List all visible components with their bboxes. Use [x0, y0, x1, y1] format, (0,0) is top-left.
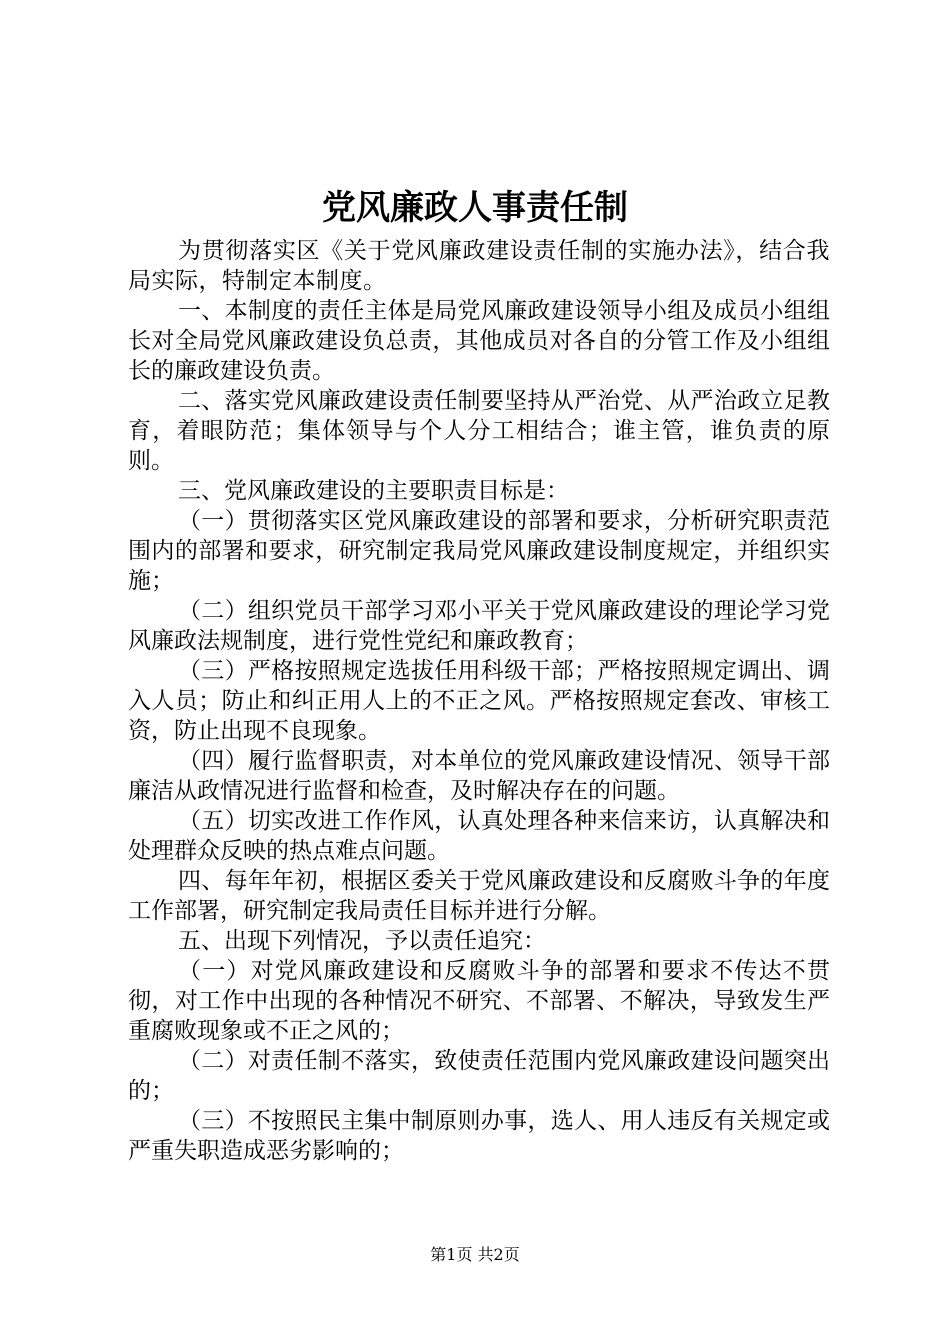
paragraph-5-1: （一）对党风廉政建设和反腐败斗争的部署和要求不传达不贯彻，对工作中出现的各种情况不研究、不部署、不解决，导致发生严重腐败现象或不正之风的； [128, 958, 830, 1044]
paragraph-3-4: （四）履行监督职责，对本单位的党风廉政建设情况、领导干部廉洁从政情况进行监督和检查，及时解决存在的问题。 [128, 748, 830, 804]
paragraph-intro: 为贯彻落实区《关于党风廉政建设责任制的实施办法》，结合我局实际，特制定本制度。 [128, 238, 830, 294]
paragraph-3-3: （三）严格按照规定选拔任用科级干部；严格按照规定调出、调入人员；防止和纠正用人上的不正之风。严格按照规定套改、审核工资，防止出现不良现象。 [128, 658, 830, 744]
paragraph-3-1: （一）贯彻落实区党风廉政建设的部署和要求，分析研究职责范围内的部署和要求，研究制定我局党风廉政建设制度规定，并组织实施； [128, 508, 830, 594]
document-body [128, 236, 830, 1166]
paragraph-5-3: （三）不按照民主集中制原则办事，选人、用人违反有关规定或严重失职造成恶劣影响的； [128, 1108, 830, 1164]
paragraph-3-2: （二）组织党员干部学习邓小平关于党风廉政建设的理论学习党风廉政法规制度，进行党性党纪和廉政教育； [128, 598, 830, 654]
paragraph-3: 三、党风廉政建设的主要职责目标是： [178, 478, 569, 504]
paragraph-2: 二、落实党风廉政建设责任制要坚持从严治党、从严治政立足教育，着眼防范；集体领导与个人分工相结合；谁主管，谁负责的原则。 [128, 388, 830, 474]
paragraph-4: 四、每年年初，根据区委关于党风廉政建设和反腐败斗争的年度工作部署，研究制定我局责任目标并进行分解。 [128, 868, 830, 924]
paragraph-3-5: （五）切实改进工作作风，认真处理各种来信来访，认真解决和处理群众反映的热点难点问题。 [128, 808, 830, 864]
paragraph-5-2: （二）对责任制不落实，致使责任范围内党风廉政建设问题突出的； [128, 1048, 830, 1104]
paragraph-1: 一、本制度的责任主体是局党风廉政建设领导小组及成员小组组长对全局党风廉政建设负总责，其他成员对各自的分管工作及小组组长的廉政建设负责。 [128, 298, 830, 384]
document-title: 党风廉政人事责任制 [322, 188, 628, 228]
paragraph-5: 五、出现下列情况，予以责任追究： [178, 928, 546, 954]
page-footer: 第1页 共2页 [430, 1245, 520, 1264]
